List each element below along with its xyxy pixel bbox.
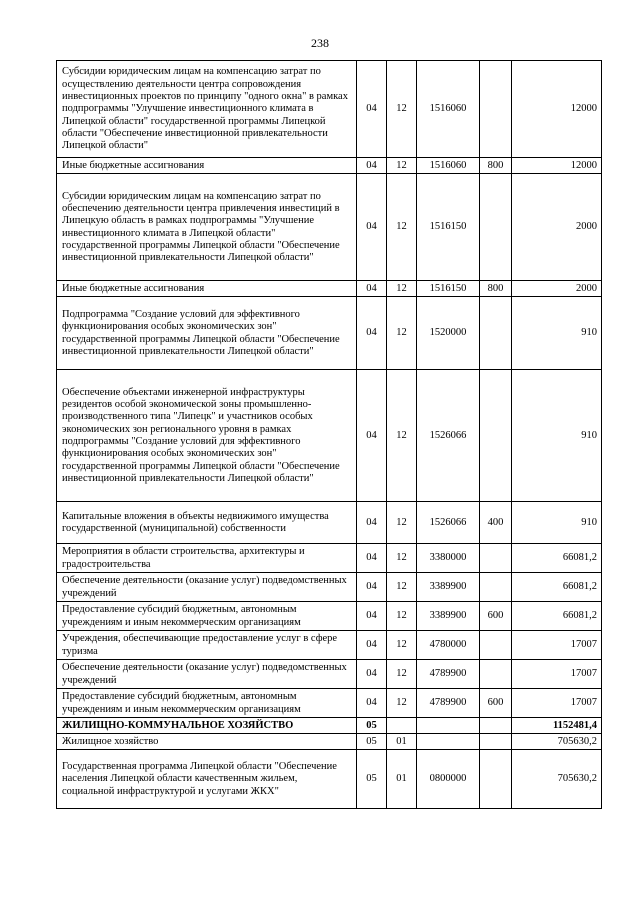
row-name: Подпрограмма "Создание условий для эффективного функционирования особых экономических зон" государственной программы Липецкой области "Обеспечение инвестиционной привлекательности Липецкой области" bbox=[57, 297, 357, 370]
row-target-article: 3389900 bbox=[417, 602, 480, 631]
row-expense-type: 800 bbox=[480, 158, 512, 174]
row-subsection bbox=[387, 718, 417, 734]
row-name: Обеспечение объектами инженерной инфраструктуры резидентов особой экономической зоны промышленно-производственного типа "Липецк" и участников особых экономических зон регионального уровня в рамках подпрограммы "Создание условий для эффективного функционирования особых экономических зон" государственной программы Липецкой области "Обеспечение инвестиционной привлекательности Липецкой области" bbox=[57, 370, 357, 502]
row-section: 04 bbox=[357, 297, 387, 370]
row-section: 04 bbox=[357, 502, 387, 544]
row-name: Иные бюджетные ассигнования bbox=[57, 281, 357, 297]
row-amount: 2000 bbox=[512, 281, 602, 297]
row-subsection: 12 bbox=[387, 174, 417, 281]
budget-table bbox=[56, 60, 602, 809]
row-section: 05 bbox=[357, 734, 387, 750]
row-section: 04 bbox=[357, 281, 387, 297]
page-number: 238 bbox=[311, 36, 329, 50]
row-name: Субсидии юридическим лицам на компенсацию затрат по обеспечению деятельности центра привлечения инвестиций в Липецкую область в рамках подпрограммы "Улучшение инвестиционного климата в Липецкой области" государственной программы Липецкой области "Обеспечение инвестиционной привлекательности Липецкой области" bbox=[57, 174, 357, 281]
row-target-article: 1520000 bbox=[417, 297, 480, 370]
row-target-article: 1516060 bbox=[417, 61, 480, 158]
row-subsection: 01 bbox=[387, 734, 417, 750]
table-row bbox=[57, 281, 602, 297]
row-expense-type bbox=[480, 631, 512, 660]
row-target-article: 4789900 bbox=[417, 689, 480, 718]
row-section: 04 bbox=[357, 631, 387, 660]
table-row bbox=[57, 750, 602, 809]
row-subsection: 12 bbox=[387, 689, 417, 718]
row-amount: 1152481,4 bbox=[512, 718, 602, 734]
table-row bbox=[57, 158, 602, 174]
row-expense-type bbox=[480, 174, 512, 281]
row-section: 04 bbox=[357, 158, 387, 174]
row-amount: 12000 bbox=[512, 158, 602, 174]
row-amount: 66081,2 bbox=[512, 544, 602, 573]
row-target-article: 1526066 bbox=[417, 370, 480, 502]
table-row bbox=[57, 174, 602, 281]
row-section: 04 bbox=[357, 660, 387, 689]
row-section: 05 bbox=[357, 750, 387, 809]
row-expense-type bbox=[480, 297, 512, 370]
row-section: 04 bbox=[357, 61, 387, 158]
row-amount: 910 bbox=[512, 297, 602, 370]
row-subsection: 01 bbox=[387, 750, 417, 809]
row-amount: 705630,2 bbox=[512, 750, 602, 809]
row-expense-type: 600 bbox=[480, 602, 512, 631]
row-section: 04 bbox=[357, 544, 387, 573]
row-expense-type bbox=[480, 544, 512, 573]
row-section: 04 bbox=[357, 602, 387, 631]
row-name: ЖИЛИЩНО-КОММУНАЛЬНОЕ ХОЗЯЙСТВО bbox=[57, 718, 357, 734]
table-row bbox=[57, 734, 602, 750]
row-subsection: 12 bbox=[387, 370, 417, 502]
row-subsection: 12 bbox=[387, 61, 417, 158]
table-row bbox=[57, 573, 602, 602]
row-expense-type: 600 bbox=[480, 689, 512, 718]
table-row bbox=[57, 544, 602, 573]
row-amount: 17007 bbox=[512, 660, 602, 689]
row-name: Обеспечение деятельности (оказание услуг) подведомственных учреждений bbox=[57, 660, 357, 689]
row-section: 04 bbox=[357, 174, 387, 281]
row-name: Жилищное хозяйство bbox=[57, 734, 357, 750]
row-name: Мероприятия в области строительства, архитектуры и градостроительства bbox=[57, 544, 357, 573]
row-target-article: 1516150 bbox=[417, 174, 480, 281]
row-amount: 66081,2 bbox=[512, 602, 602, 631]
table-row-section-total bbox=[57, 718, 602, 734]
row-subsection: 12 bbox=[387, 502, 417, 544]
row-name: Учреждения, обеспечивающие предоставление услуг в сфере туризма bbox=[57, 631, 357, 660]
row-target-article bbox=[417, 734, 480, 750]
row-target-article: 3389900 bbox=[417, 573, 480, 602]
row-target-article: 0800000 bbox=[417, 750, 480, 809]
row-name: Обеспечение деятельности (оказание услуг) подведомственных учреждений bbox=[57, 573, 357, 602]
row-expense-type bbox=[480, 370, 512, 502]
row-subsection: 12 bbox=[387, 631, 417, 660]
row-target-article: 4780000 bbox=[417, 631, 480, 660]
row-target-article bbox=[417, 718, 480, 734]
row-amount: 705630,2 bbox=[512, 734, 602, 750]
table-row bbox=[57, 502, 602, 544]
row-subsection: 12 bbox=[387, 602, 417, 631]
row-amount: 12000 bbox=[512, 61, 602, 158]
table-row bbox=[57, 602, 602, 631]
row-name: Иные бюджетные ассигнования bbox=[57, 158, 357, 174]
row-amount: 17007 bbox=[512, 631, 602, 660]
row-name: Субсидии юридическим лицам на компенсацию затрат по осуществлению деятельности центра сопровождения инвестиционных проектов по принципу "одного окна" в рамках подпрограммы "Улучшение инвестиционного климата в Липецкой области" государственной программы Липецкой области "Обеспечение инвестиционной привлекательности Липецкой области" bbox=[57, 61, 357, 158]
table-row bbox=[57, 370, 602, 502]
table-row bbox=[57, 297, 602, 370]
row-expense-type: 400 bbox=[480, 502, 512, 544]
row-expense-type bbox=[480, 750, 512, 809]
row-section: 04 bbox=[357, 689, 387, 718]
row-amount: 910 bbox=[512, 370, 602, 502]
row-expense-type bbox=[480, 718, 512, 734]
row-name: Капитальные вложения в объекты недвижимого имущества государственной (муниципальной) собственности bbox=[57, 502, 357, 544]
row-target-article: 3380000 bbox=[417, 544, 480, 573]
row-subsection: 12 bbox=[387, 660, 417, 689]
row-name: Предоставление субсидий бюджетным, автономным учреждениям и иным некоммерческим организациям bbox=[57, 689, 357, 718]
row-name: Государственная программа Липецкой области "Обеспечение населения Липецкой области качественным жильем, социальной инфраструктурой и услугами ЖКХ" bbox=[57, 750, 357, 809]
row-subsection: 12 bbox=[387, 297, 417, 370]
row-section: 04 bbox=[357, 573, 387, 602]
row-target-article: 1526066 bbox=[417, 502, 480, 544]
row-amount: 66081,2 bbox=[512, 573, 602, 602]
row-section: 05 bbox=[357, 718, 387, 734]
row-subsection: 12 bbox=[387, 281, 417, 297]
row-name: Предоставление субсидий бюджетным, автономным учреждениям и иным некоммерческим организациям bbox=[57, 602, 357, 631]
table-row bbox=[57, 61, 602, 158]
row-amount: 2000 bbox=[512, 174, 602, 281]
row-expense-type bbox=[480, 573, 512, 602]
row-expense-type: 800 bbox=[480, 281, 512, 297]
row-subsection: 12 bbox=[387, 544, 417, 573]
row-subsection: 12 bbox=[387, 158, 417, 174]
table-row bbox=[57, 689, 602, 718]
row-expense-type bbox=[480, 734, 512, 750]
row-amount: 910 bbox=[512, 502, 602, 544]
table-row bbox=[57, 660, 602, 689]
row-expense-type bbox=[480, 660, 512, 689]
table-row bbox=[57, 631, 602, 660]
row-section: 04 bbox=[357, 370, 387, 502]
row-target-article: 1516060 bbox=[417, 158, 480, 174]
row-target-article: 4789900 bbox=[417, 660, 480, 689]
row-subsection: 12 bbox=[387, 573, 417, 602]
row-target-article: 1516150 bbox=[417, 281, 480, 297]
row-amount: 17007 bbox=[512, 689, 602, 718]
row-expense-type bbox=[480, 61, 512, 158]
